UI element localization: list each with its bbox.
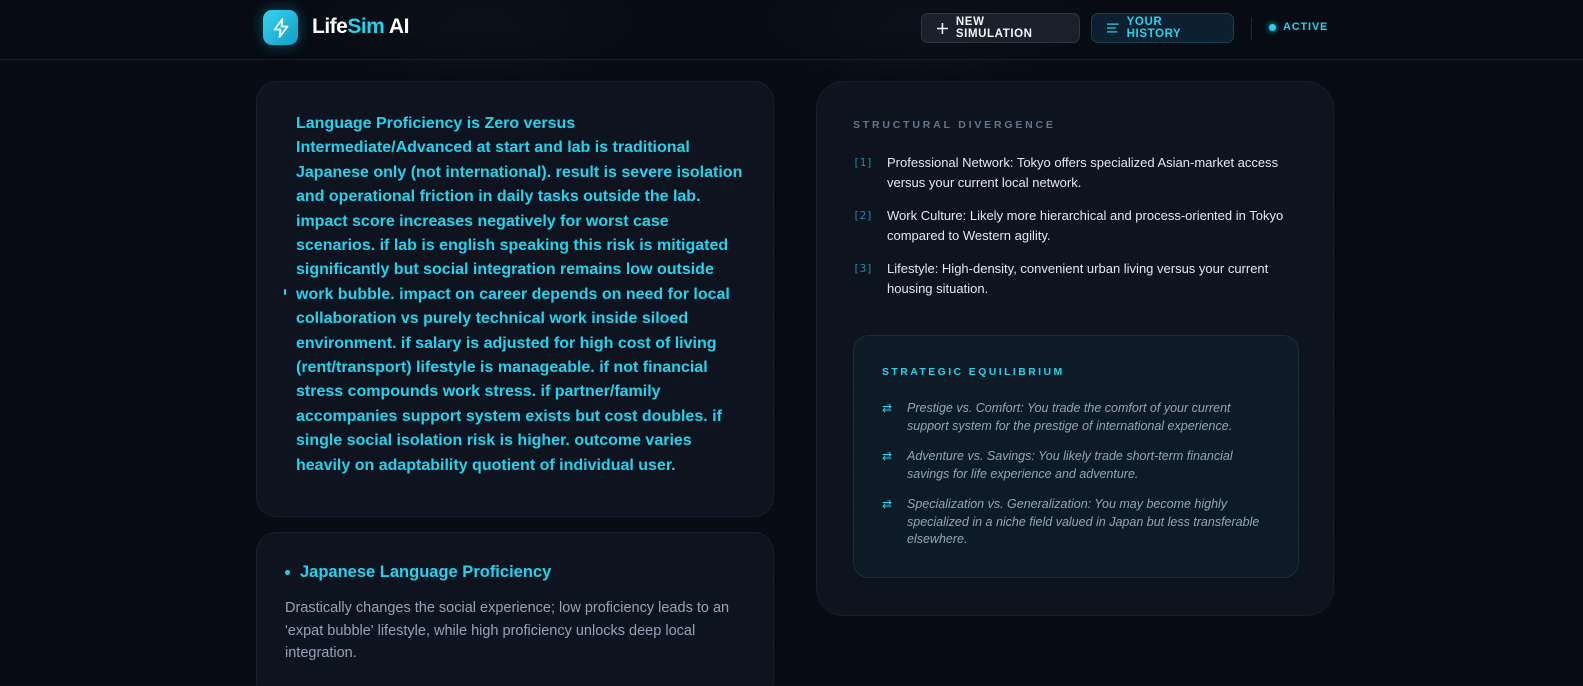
brand-name[interactable] xyxy=(312,15,409,39)
top-header xyxy=(0,0,1583,60)
factor-title: Japanese Language Proficiency xyxy=(300,563,552,581)
equilibrium-text: Prestige vs. Comfort: You trade the comfort of your current support system for the prestige of international experience. xyxy=(907,401,1233,433)
logo-icon[interactable] xyxy=(263,10,298,45)
status-label: ACTIVE xyxy=(1283,21,1329,33)
equilibrium-label: STRATEGIC EQUILIBRIUM xyxy=(882,366,1065,378)
divergence-text: Professional Network: Tokyo offers specialized Asian-market access versus your current local network. xyxy=(887,155,1279,190)
divergence-label: STRUCTURAL DIVERGENCE xyxy=(853,119,1056,131)
text-marker-icon xyxy=(284,289,286,295)
factor-description: Drastically changes the social experience; low proficiency leads to an 'expat bubble' lifestyle, while high proficiency unlocks deep local integration. xyxy=(285,600,730,661)
your-history-label: YOUR HISTORY xyxy=(1126,16,1182,40)
lightning-icon xyxy=(272,18,290,38)
new-simulation-button[interactable] xyxy=(921,13,1080,43)
equilibrium-item xyxy=(882,448,1272,483)
your-history-button[interactable] xyxy=(1091,13,1234,43)
status-indicator xyxy=(1269,21,1328,33)
divergence-number: [1] xyxy=(853,156,873,169)
divergence-text: Lifestyle: High-density, convenient urban living versus your current housing situation. xyxy=(887,261,1269,296)
exchange-icon: ⇄ xyxy=(882,401,893,415)
brand-suffix: AI xyxy=(384,15,409,38)
divergence-item xyxy=(853,206,1298,246)
brand-prefix: Life xyxy=(312,15,348,38)
status-dot-icon xyxy=(1269,24,1276,31)
header-divider xyxy=(1251,18,1252,40)
brand-accent: Sim xyxy=(347,15,385,38)
exchange-icon: ⇄ xyxy=(882,497,893,511)
equilibrium-text: Specialization vs. Generalization: You may become highly specialized in a niche field valued in Japan but less transferable elsewhere. xyxy=(907,497,1260,546)
analysis-text: Language Proficiency is Zero versus Intermediate/Advanced at start and lab is traditional Japanese only (not international). result is severe isolation and operational friction in daily tasks outside the lab. impact score increases negatively for worst case scenarios. if lab is english speaking this risk is mitigated significantly but social integration remains low outside work bubble. impact on career depends on need for local collaboration vs purely technical work inside siloed environment. if salary is adjusted for high cost of living (rent/transport) lifestyle is manageable. if not financial stress compounds work stress. if partner/family accompanies support system exists but cost doubles. if single social isolation risk is higher. outcome varies heavily on adaptability quotient of individual user. xyxy=(296,115,743,474)
equilibrium-panel xyxy=(853,335,1299,578)
equilibrium-list xyxy=(882,400,1272,562)
equilibrium-item xyxy=(882,400,1272,435)
divergence-list xyxy=(853,153,1298,312)
divergence-item xyxy=(853,153,1298,193)
plus-icon xyxy=(937,23,948,34)
bullet-icon xyxy=(285,570,290,575)
analysis-card xyxy=(256,81,774,517)
divergence-item xyxy=(853,259,1298,299)
factor-heading xyxy=(285,563,551,582)
exchange-icon: ⇄ xyxy=(882,449,893,463)
divergence-text: Work Culture: Likely more hierarchical and process-oriented in Tokyo compared to Western agility. xyxy=(887,208,1284,243)
new-simulation-label: NEW SIMULATION xyxy=(955,16,1033,40)
divergence-number: [2] xyxy=(853,209,873,222)
factor-card xyxy=(256,532,774,686)
equilibrium-text: Adventure vs. Savings: You likely trade short-term financial savings for life experience and adventure. xyxy=(907,449,1233,481)
list-icon xyxy=(1107,23,1119,33)
equilibrium-item xyxy=(882,496,1272,549)
divergence-number: [3] xyxy=(853,262,873,275)
divergence-card xyxy=(816,81,1334,616)
